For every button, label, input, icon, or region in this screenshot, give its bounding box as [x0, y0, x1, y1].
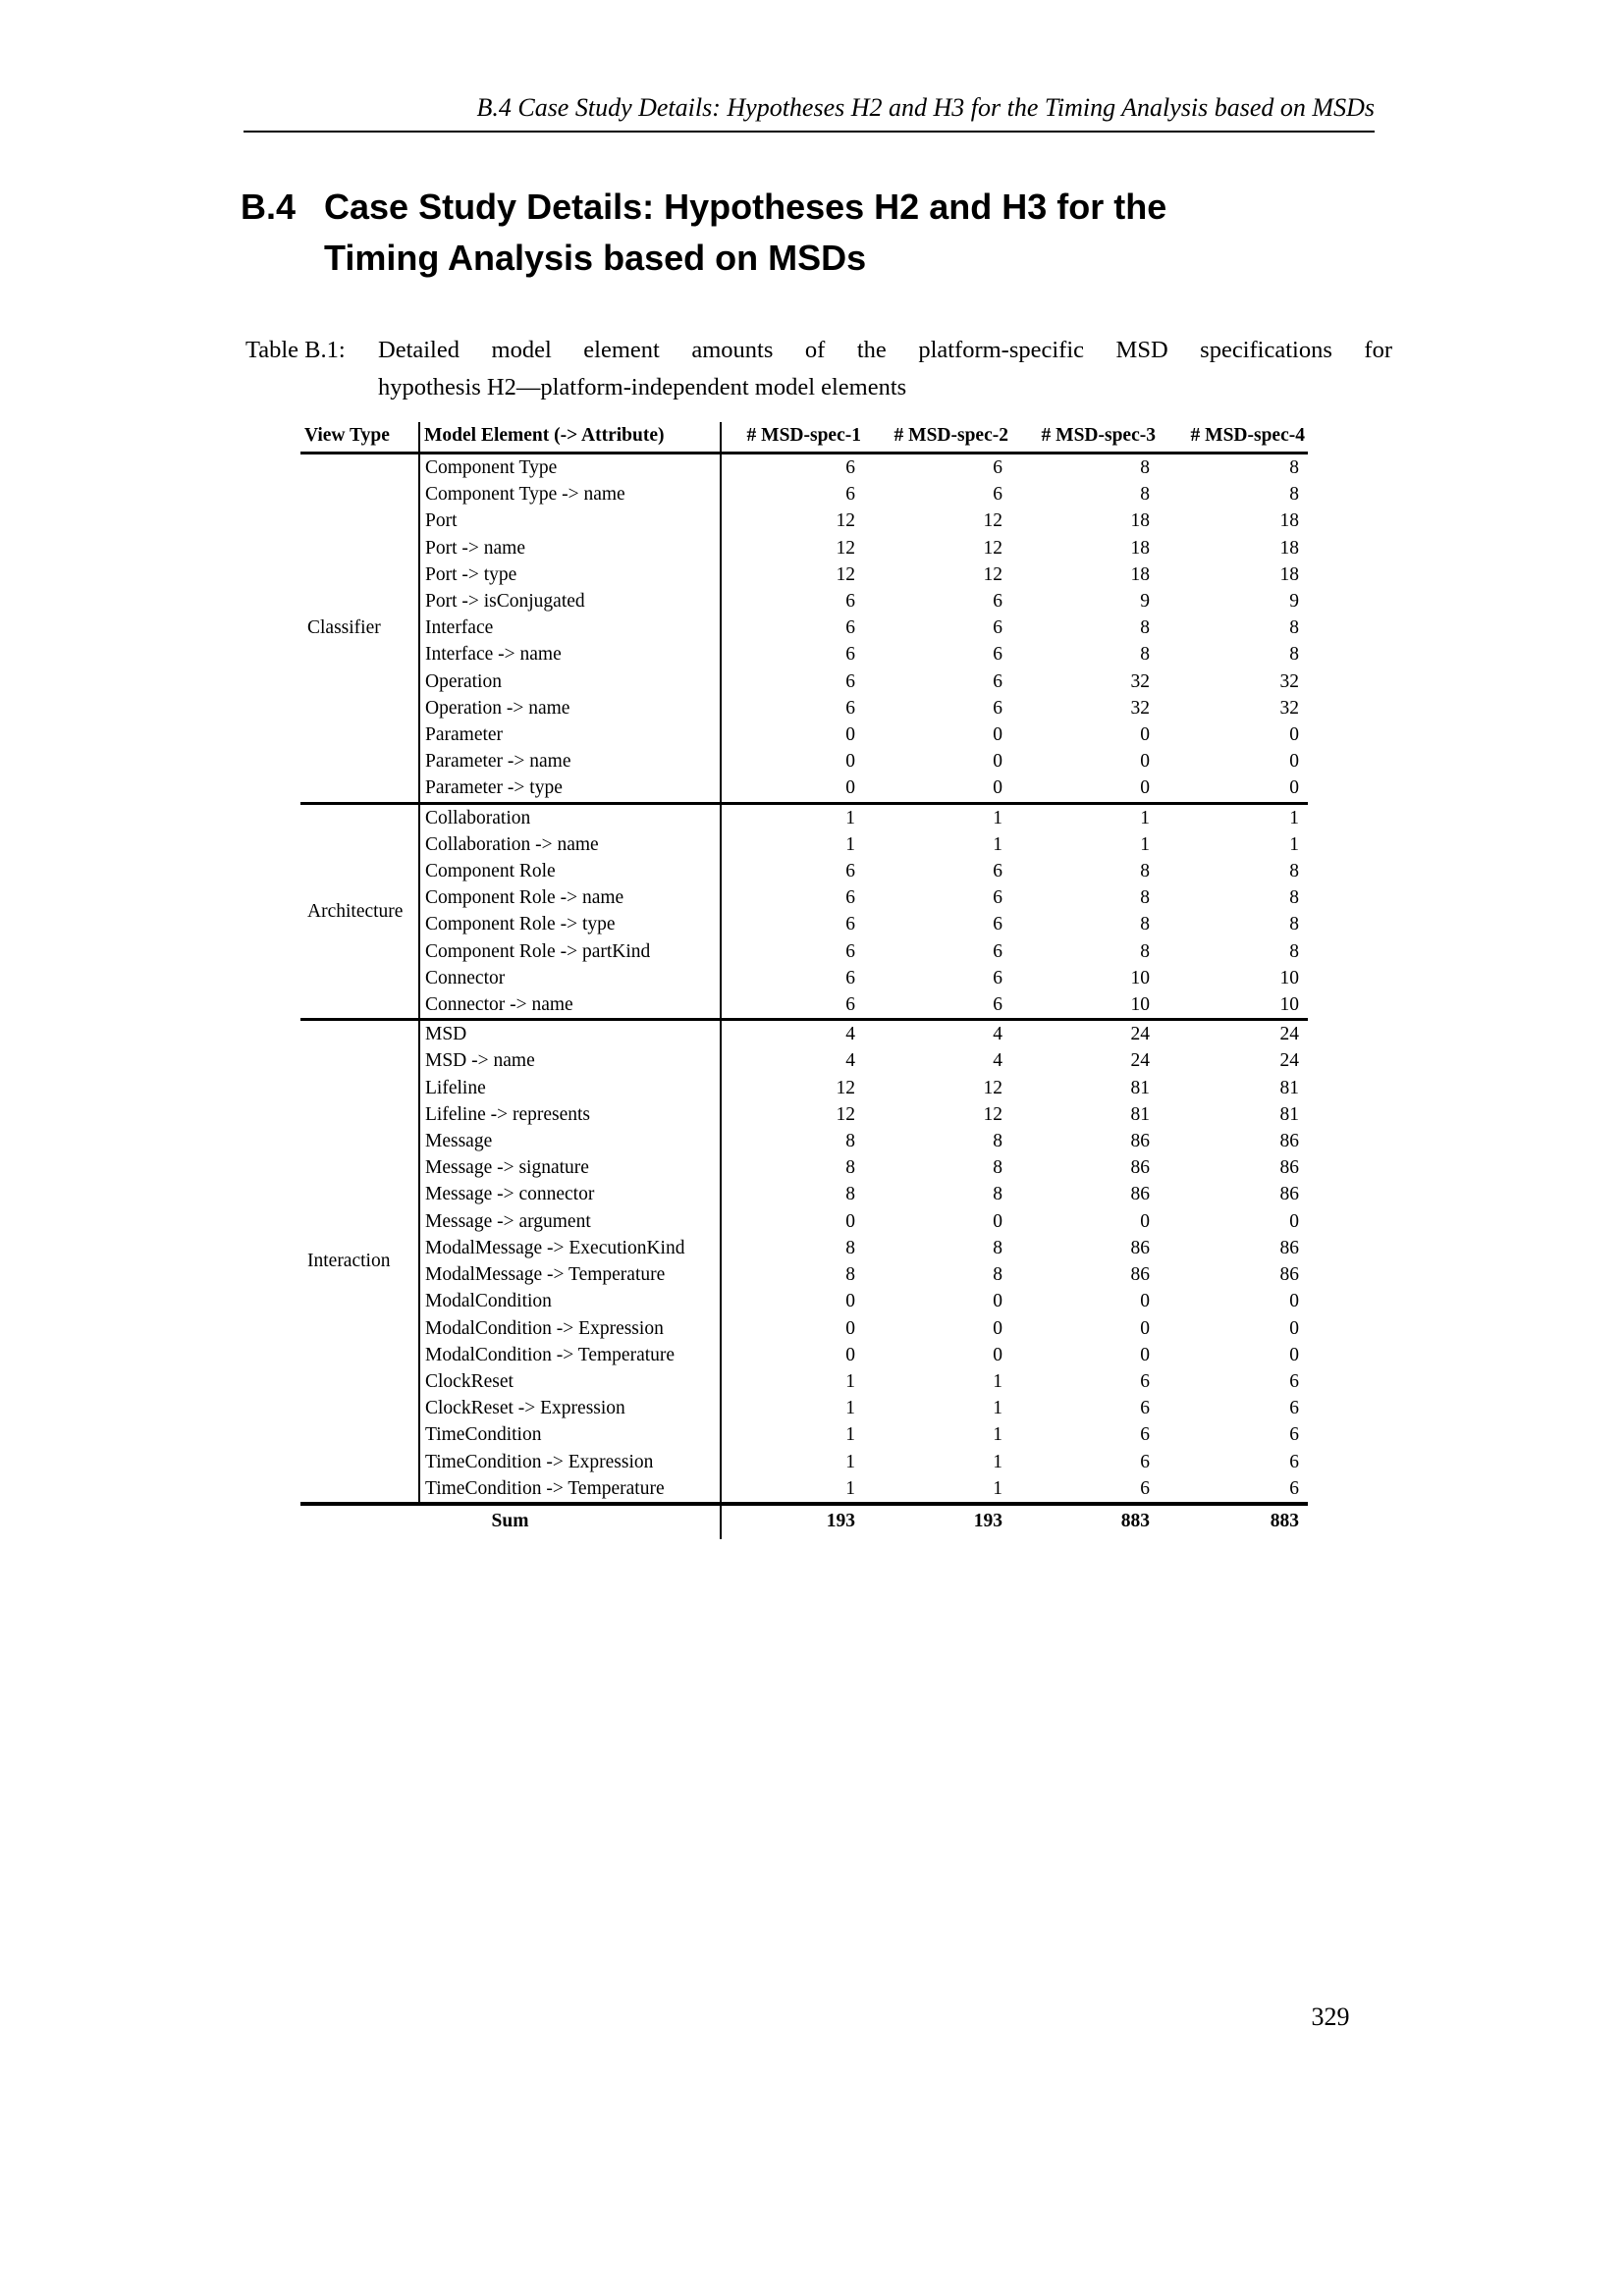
- page-number: 329: [1311, 2002, 1350, 2031]
- value-cell: 86: [1279, 1184, 1299, 1205]
- model-element-cell: Lifeline -> represents: [419, 1101, 721, 1128]
- table-caption-text: Detailed model element amounts of the platform-specific MSD specifications for: [378, 337, 1392, 363]
- table-caption-line1: [245, 332, 1392, 369]
- value-cell: 8: [1289, 861, 1299, 882]
- value-cell: 0: [993, 751, 1002, 773]
- value-cell: 12: [983, 563, 1002, 585]
- table-row: [300, 481, 1308, 507]
- value-cell: 8: [1289, 914, 1299, 935]
- table-container: [300, 422, 1308, 1539]
- model-element-cell: Message -> argument: [419, 1208, 721, 1235]
- value-cell: 9: [1289, 591, 1299, 613]
- value-cell: 0: [845, 1210, 855, 1232]
- value-cell: 24: [1011, 1020, 1159, 1048]
- value-cell: 1: [993, 833, 1002, 855]
- value-cell: 6: [845, 617, 855, 639]
- value-cell: 8: [845, 1184, 855, 1205]
- value-cell: 1: [993, 1398, 1002, 1419]
- table-row: [300, 1128, 1308, 1154]
- value-cell: 86: [1130, 1237, 1150, 1258]
- model-element-cell: MSD -> name: [419, 1047, 721, 1074]
- view-type-cell: Architecture: [300, 803, 419, 1020]
- view-type-cell: Interaction: [300, 1020, 419, 1504]
- value-cell: 0: [1140, 724, 1150, 746]
- table-row: [300, 535, 1308, 561]
- column-header: Model Element (-> Attribute): [419, 422, 721, 454]
- value-cell: 1: [993, 1477, 1002, 1499]
- value-cell: 8: [993, 1131, 1002, 1152]
- table-row: [300, 1475, 1308, 1504]
- value-cell: 8: [1140, 914, 1150, 935]
- table-row: [300, 695, 1308, 721]
- column-header: View Type: [300, 422, 419, 454]
- table-row: [300, 1288, 1308, 1314]
- value-cell: 1: [993, 1451, 1002, 1472]
- value-cell: 0: [845, 751, 855, 773]
- model-element-cell: Operation: [419, 668, 721, 695]
- value-cell: 1: [993, 1370, 1002, 1392]
- model-element-cell: Parameter -> type: [419, 774, 721, 803]
- value-cell: 9: [1140, 591, 1150, 613]
- table-header: [300, 422, 1308, 454]
- table-row: [300, 1101, 1308, 1128]
- value-cell: 8: [1140, 940, 1150, 962]
- table-row: [300, 884, 1308, 911]
- table-row: [300, 911, 1308, 937]
- model-element-cell: ModalCondition: [419, 1288, 721, 1314]
- column-header: # MSD-spec-3: [1011, 422, 1159, 454]
- value-cell: 32: [1279, 670, 1299, 692]
- value-cell: 6: [845, 914, 855, 935]
- value-cell: 6: [993, 940, 1002, 962]
- value-cell: 0: [1289, 751, 1299, 773]
- section-number: B.4: [241, 187, 297, 227]
- value-cell: 6: [845, 861, 855, 882]
- value-cell: 0: [1140, 1344, 1150, 1365]
- value-cell: 81: [1130, 1103, 1150, 1125]
- value-cell: 86: [1279, 1264, 1299, 1286]
- value-cell: 6: [993, 967, 1002, 988]
- value-cell: 6: [993, 914, 1002, 935]
- model-element-cell: Interface: [419, 614, 721, 641]
- value-cell: 86: [1130, 1184, 1150, 1205]
- table-row: [300, 614, 1308, 641]
- value-cell: 0: [845, 724, 855, 746]
- value-cell: 8: [993, 1184, 1002, 1205]
- model-element-cell: Component Role -> type: [419, 911, 721, 937]
- table-row: [300, 938, 1308, 965]
- value-cell: 6: [845, 670, 855, 692]
- model-element-cell: ModalMessage -> ExecutionKind: [419, 1235, 721, 1261]
- table-row: [300, 1395, 1308, 1421]
- table-row: [300, 588, 1308, 614]
- value-cell: 0: [993, 1344, 1002, 1365]
- value-cell: 32: [1130, 697, 1150, 719]
- table-row: [300, 1261, 1308, 1288]
- table-body: [300, 454, 1308, 1539]
- value-cell: 10: [1130, 994, 1150, 1016]
- value-cell: 0: [1289, 724, 1299, 746]
- model-element-cell: Message -> connector: [419, 1181, 721, 1207]
- section-title: [324, 182, 1166, 284]
- value-cell: 6: [993, 994, 1002, 1016]
- value-cell: 0: [1289, 777, 1299, 799]
- value-cell: 10: [1279, 994, 1299, 1016]
- model-element-cell: Port -> type: [419, 561, 721, 588]
- model-element-cell: Collaboration -> name: [419, 831, 721, 858]
- value-cell: 6: [993, 670, 1002, 692]
- model-element-cell: ModalCondition -> Expression: [419, 1315, 721, 1342]
- value-cell: 86: [1279, 1131, 1299, 1152]
- value-cell: 81: [1279, 1103, 1299, 1125]
- model-element-cell: Lifeline: [419, 1075, 721, 1101]
- value-cell: 86: [1279, 1157, 1299, 1179]
- value-cell: 8: [845, 1131, 855, 1152]
- model-element-cell: Component Role: [419, 858, 721, 884]
- value-cell: 0: [1140, 1210, 1150, 1232]
- sum-value-cell: 193: [864, 1504, 1011, 1539]
- value-cell: 6: [845, 457, 855, 478]
- value-cell: 6: [993, 697, 1002, 719]
- value-cell: 12: [836, 537, 855, 559]
- value-cell: 8: [1289, 617, 1299, 639]
- value-cell: 81: [1130, 1077, 1150, 1098]
- table-row: [300, 774, 1308, 803]
- value-cell: 1: [993, 1424, 1002, 1446]
- value-cell: 8: [1140, 861, 1150, 882]
- value-cell: 8: [845, 1264, 855, 1286]
- value-cell: 6: [845, 967, 855, 988]
- section-heading: [241, 182, 1380, 284]
- value-cell: 0: [1289, 1210, 1299, 1232]
- value-cell: 0: [993, 1210, 1002, 1232]
- model-element-cell: MSD: [419, 1020, 721, 1048]
- value-cell: 6: [845, 994, 855, 1016]
- table-header-row: [300, 422, 1308, 454]
- value-cell: 4: [721, 1020, 864, 1048]
- value-cell: 8: [993, 1157, 1002, 1179]
- value-cell: 12: [836, 563, 855, 585]
- model-element-cell: TimeCondition: [419, 1421, 721, 1448]
- model-element-cell: ClockReset -> Expression: [419, 1395, 721, 1421]
- table-caption: [245, 332, 1392, 406]
- sum-value-cell: 883: [1159, 1504, 1308, 1539]
- value-cell: 8: [1289, 644, 1299, 666]
- value-cell: 81: [1279, 1077, 1299, 1098]
- value-cell: 18: [1279, 510, 1299, 532]
- column-header: # MSD-spec-4: [1159, 422, 1308, 454]
- model-element-cell: Parameter -> name: [419, 748, 721, 774]
- value-cell: 86: [1130, 1131, 1150, 1152]
- table-row: [300, 1449, 1308, 1475]
- value-cell: 6: [1289, 1451, 1299, 1472]
- column-header: # MSD-spec-1: [721, 422, 864, 454]
- value-cell: 86: [1130, 1264, 1150, 1286]
- value-cell: 6: [845, 644, 855, 666]
- value-cell: 1: [845, 1424, 855, 1446]
- value-cell: 1: [1289, 833, 1299, 855]
- table-row: [300, 721, 1308, 748]
- value-cell: 0: [1140, 777, 1150, 799]
- sum-value-cell: 193: [721, 1504, 864, 1539]
- value-cell: 8: [1140, 644, 1150, 666]
- model-element-cell: Port -> isConjugated: [419, 588, 721, 614]
- value-cell: 8: [1289, 940, 1299, 962]
- value-cell: 0: [993, 1291, 1002, 1312]
- value-cell: 1: [845, 1398, 855, 1419]
- value-cell: 10: [1279, 967, 1299, 988]
- value-cell: 6: [1289, 1398, 1299, 1419]
- value-cell: 8: [1289, 457, 1299, 478]
- value-cell: 6: [993, 457, 1002, 478]
- model-element-cell: ModalCondition -> Temperature: [419, 1342, 721, 1368]
- value-cell: 0: [1140, 751, 1150, 773]
- table-row: [300, 858, 1308, 884]
- value-cell: 1: [864, 803, 1011, 831]
- value-cell: 6: [993, 617, 1002, 639]
- model-element-cell: Interface -> name: [419, 641, 721, 667]
- view-type-cell: Classifier: [300, 454, 419, 804]
- value-cell: 8: [1289, 887, 1299, 909]
- value-cell: 1: [1140, 833, 1150, 855]
- value-cell: 4: [864, 1020, 1011, 1048]
- table-row: [300, 1181, 1308, 1207]
- model-element-cell: Port: [419, 507, 721, 534]
- value-cell: 18: [1279, 563, 1299, 585]
- value-cell: 18: [1130, 537, 1150, 559]
- model-element-cell: Operation -> name: [419, 695, 721, 721]
- value-cell: 0: [993, 777, 1002, 799]
- sum-label-cell: Sum: [300, 1504, 721, 1539]
- model-element-cell: Component Role -> name: [419, 884, 721, 911]
- value-cell: 24: [1279, 1050, 1299, 1072]
- model-element-cell: ModalMessage -> Temperature: [419, 1261, 721, 1288]
- value-cell: 8: [993, 1237, 1002, 1258]
- value-cell: 1: [845, 1370, 855, 1392]
- value-cell: 12: [836, 1103, 855, 1125]
- table-row: [300, 668, 1308, 695]
- column-header: # MSD-spec-2: [864, 422, 1011, 454]
- value-cell: 1: [845, 833, 855, 855]
- model-element-cell: Connector: [419, 965, 721, 991]
- value-cell: 6: [1140, 1424, 1150, 1446]
- value-cell: 6: [845, 591, 855, 613]
- value-cell: 24: [1130, 1050, 1150, 1072]
- model-element-cell: ClockReset: [419, 1368, 721, 1395]
- table-row: [300, 1342, 1308, 1368]
- table-row: [300, 1075, 1308, 1101]
- table-row: [300, 454, 1308, 482]
- value-cell: 8: [1140, 887, 1150, 909]
- value-cell: 0: [1289, 1344, 1299, 1365]
- value-cell: 4: [993, 1050, 1002, 1072]
- value-cell: 0: [1140, 1317, 1150, 1339]
- section-title-line1: Case Study Details: Hypotheses H2 and H3 for the: [324, 187, 1167, 227]
- value-cell: 24: [1159, 1020, 1308, 1048]
- table-row: [300, 803, 1308, 831]
- model-element-cell: TimeCondition -> Expression: [419, 1449, 721, 1475]
- model-element-cell: Component Type -> name: [419, 481, 721, 507]
- value-cell: 8: [993, 1264, 1002, 1286]
- model-element-cell: TimeCondition -> Temperature: [419, 1475, 721, 1504]
- value-cell: 12: [983, 1103, 1002, 1125]
- sum-value-cell: 883: [1011, 1504, 1159, 1539]
- value-cell: 12: [983, 510, 1002, 532]
- table-row: [300, 1421, 1308, 1448]
- value-cell: 8: [845, 1237, 855, 1258]
- value-cell: 6: [993, 887, 1002, 909]
- value-cell: 8: [1140, 484, 1150, 506]
- value-cell: 6: [1289, 1477, 1299, 1499]
- value-cell: 86: [1130, 1157, 1150, 1179]
- value-cell: 0: [845, 1291, 855, 1312]
- table-row: [300, 507, 1308, 534]
- model-element-cell: Collaboration: [419, 803, 721, 831]
- table-row: [300, 831, 1308, 858]
- value-cell: 0: [1289, 1291, 1299, 1312]
- value-cell: 32: [1279, 697, 1299, 719]
- table-row: [300, 1368, 1308, 1395]
- value-cell: 6: [845, 697, 855, 719]
- model-element-cell: Component Type: [419, 454, 721, 482]
- table-row: [300, 965, 1308, 991]
- table-caption-label: Table B.1:: [245, 337, 346, 363]
- table-row: [300, 991, 1308, 1020]
- value-cell: 6: [845, 484, 855, 506]
- value-cell: 0: [993, 724, 1002, 746]
- value-cell: 18: [1130, 510, 1150, 532]
- data-table: [300, 422, 1308, 1539]
- value-cell: 12: [983, 1077, 1002, 1098]
- model-element-cell: Port -> name: [419, 535, 721, 561]
- value-cell: 1: [1011, 803, 1159, 831]
- value-cell: 18: [1130, 563, 1150, 585]
- value-cell: 6: [1140, 1370, 1150, 1392]
- value-cell: 6: [845, 940, 855, 962]
- model-element-cell: Message -> signature: [419, 1154, 721, 1181]
- value-cell: 12: [836, 510, 855, 532]
- value-cell: 6: [1289, 1424, 1299, 1446]
- table-row: [300, 561, 1308, 588]
- value-cell: 6: [1289, 1370, 1299, 1392]
- value-cell: 6: [993, 861, 1002, 882]
- value-cell: 6: [845, 887, 855, 909]
- table-row: [300, 641, 1308, 667]
- value-cell: 6: [1140, 1477, 1150, 1499]
- model-element-cell: Component Role -> partKind: [419, 938, 721, 965]
- value-cell: 8: [1289, 484, 1299, 506]
- value-cell: 0: [845, 777, 855, 799]
- value-cell: 0: [993, 1317, 1002, 1339]
- model-element-cell: Connector -> name: [419, 991, 721, 1020]
- value-cell: 6: [1140, 1451, 1150, 1472]
- value-cell: 1: [845, 1477, 855, 1499]
- value-cell: 0: [845, 1317, 855, 1339]
- table-row: [300, 1235, 1308, 1261]
- value-cell: 6: [1140, 1398, 1150, 1419]
- table-caption-line2: hypothesis H2—platform-independent model elements: [378, 374, 907, 400]
- value-cell: 6: [993, 644, 1002, 666]
- value-cell: 32: [1130, 670, 1150, 692]
- value-cell: 1: [845, 1451, 855, 1472]
- sum-row: [300, 1504, 1308, 1539]
- running-head: B.4 Case Study Details: Hypotheses H2 and H3 for the Timing Analysis based on MSDs: [244, 90, 1375, 133]
- value-cell: 10: [1130, 967, 1150, 988]
- value-cell: 0: [1140, 1291, 1150, 1312]
- table-row: [300, 748, 1308, 774]
- table-row: [300, 1020, 1308, 1048]
- value-cell: 0: [845, 1344, 855, 1365]
- table-row: [300, 1047, 1308, 1074]
- value-cell: 8: [1140, 617, 1150, 639]
- value-cell: 1: [1159, 803, 1308, 831]
- table-row: [300, 1154, 1308, 1181]
- value-cell: 1: [721, 803, 864, 831]
- value-cell: 12: [983, 537, 1002, 559]
- model-element-cell: Parameter: [419, 721, 721, 748]
- value-cell: 0: [1289, 1317, 1299, 1339]
- value-cell: 6: [993, 484, 1002, 506]
- value-cell: 86: [1279, 1237, 1299, 1258]
- value-cell: 8: [845, 1157, 855, 1179]
- table-row: [300, 1315, 1308, 1342]
- value-cell: 8: [1140, 457, 1150, 478]
- value-cell: 6: [993, 591, 1002, 613]
- section-title-line2: Timing Analysis based on MSDs: [324, 238, 867, 278]
- value-cell: 18: [1279, 537, 1299, 559]
- value-cell: 4: [845, 1050, 855, 1072]
- model-element-cell: Message: [419, 1128, 721, 1154]
- table-row: [300, 1208, 1308, 1235]
- value-cell: 12: [836, 1077, 855, 1098]
